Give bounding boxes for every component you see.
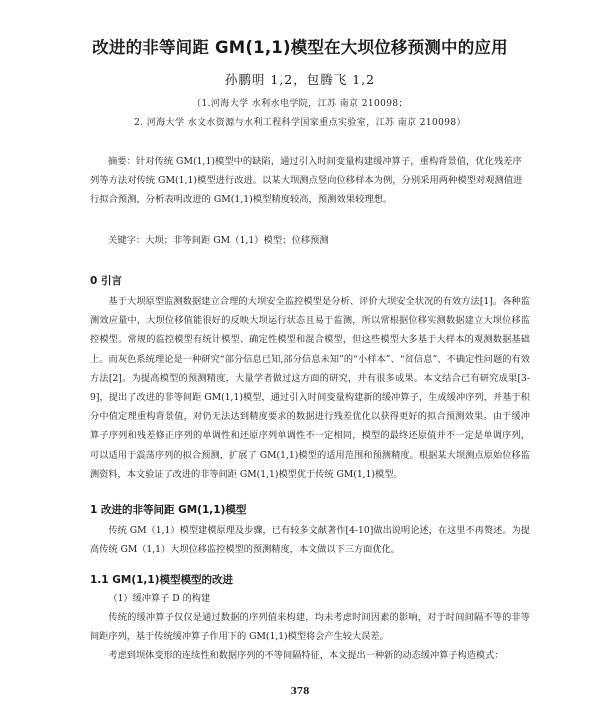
abstract-label: 摘要：	[108, 156, 136, 167]
section-heading-intro: 0 引言	[90, 275, 122, 287]
authors: 孙鹏明 1,2，包腾飞 1,2	[224, 72, 376, 87]
subsection-paragraph-2: 考虑到坝体变形的连续性和数据序列的不等间隔特征，本文提出一种新的动态缓冲算子构造模式：	[108, 650, 504, 661]
paper-title: 改进的非等间距 GM(1,1)模型在大坝位移预测中的应用	[92, 38, 508, 57]
subsection-paragraph-1: 传统的缓冲算子仅仅是通过数据的序列值来构建，均未考虑时间因素的影响，对于时间间隔不等的非等间距序列，基于传统缓冲算子作用下的 GM(1,1)模型将会产生较大误差。	[90, 612, 530, 643]
affiliation-line-1: （1.河海大学 水利水电学院，江苏 南京 210098；	[192, 99, 408, 109]
abstract	[90, 152, 530, 209]
section-1-paragraph: 传统 GM（1,1）模型建模原理及步骤，已有较多文献著作[4-10]做出说明论述，在这里不再赘述。为提高传统 GM（1,1）大坝位移监控模型的预测精度，本文做以下三方面优化。	[90, 525, 530, 556]
subsection-item-heading: （1）缓冲算子 D 的构建	[108, 593, 211, 604]
intro-paragraph: 基于大坝原型监测数据建立合理的大坝安全监控模型是分析、评价大坝安全状况的有效方法[1]。各种监测效应量中，大坝位移值能很好的反映大坝运行状态且易于监测，所以常根据位移实测数据建立大坝位移监控模型。常规的监控模型有统计模型、确定性模型和混合模型，但这些模型大多基于大样本的观测数据基础上。而灰色系统理论是一种研究“部分信息已知,部分信息未知”的“小样本”、“贫信息”、不确定性问题的有效方法[2]。为提高模型的预测精度，大量学者做过这方面的研究，并有很多成果。本文结合已有研究成果[3-9]，提出了改进的非等间距 GM(1,1)模型，通过引入时间变量构建新的缓冲算子，生成缓冲序列，并基于积分中值定理重构背景值，对仍无法达到精度要求的数据进行残差优化以获得更好的拟合预测效果。由于缓冲算子序列和残差修正序列的单调性和还原序列单调性不一定相同，模型的最终还原值并不一定是单调序列，可以适用于震荡序列的拟合预测，扩展了 GM(1,1)模型的适用范围和预测精度。根据某大坝测点原始位移监测资料，本文验证了改进的非等间距 GM(1,1)模型优于传统 GM(1,1)模型。	[90, 296, 530, 480]
page-number: 378	[290, 687, 310, 697]
keywords-label: 关键字：	[108, 235, 146, 246]
section-heading-1-1: 1.1 GM(1,1)模型模型的改进	[90, 574, 234, 586]
keywords	[90, 231, 530, 250]
affiliation-line-2: 2. 河海大学 水文水资源与水利工程科学国家重点实验室，江苏 南京 210098）	[134, 118, 466, 128]
keywords-text: 大坝；非等间距 GM（1,1）模型；位移预测	[145, 235, 329, 246]
abstract-text: 针对传统 GM(1,1)模型中的缺陷，通过引入时间变量构建缓冲算子，重构背景值，优化残差序列等方法对传统 GM(1,1)模型进行改进。以某大坝测点竖向位移样本为例，分别采用两种模型对观测值进行拟合预测，分析表明改进的 GM(1,1)模型精度较高，预测效果较理想。	[90, 156, 523, 205]
section-heading-1: 1 改进的非等间距 GM(1,1)模型	[90, 504, 247, 516]
